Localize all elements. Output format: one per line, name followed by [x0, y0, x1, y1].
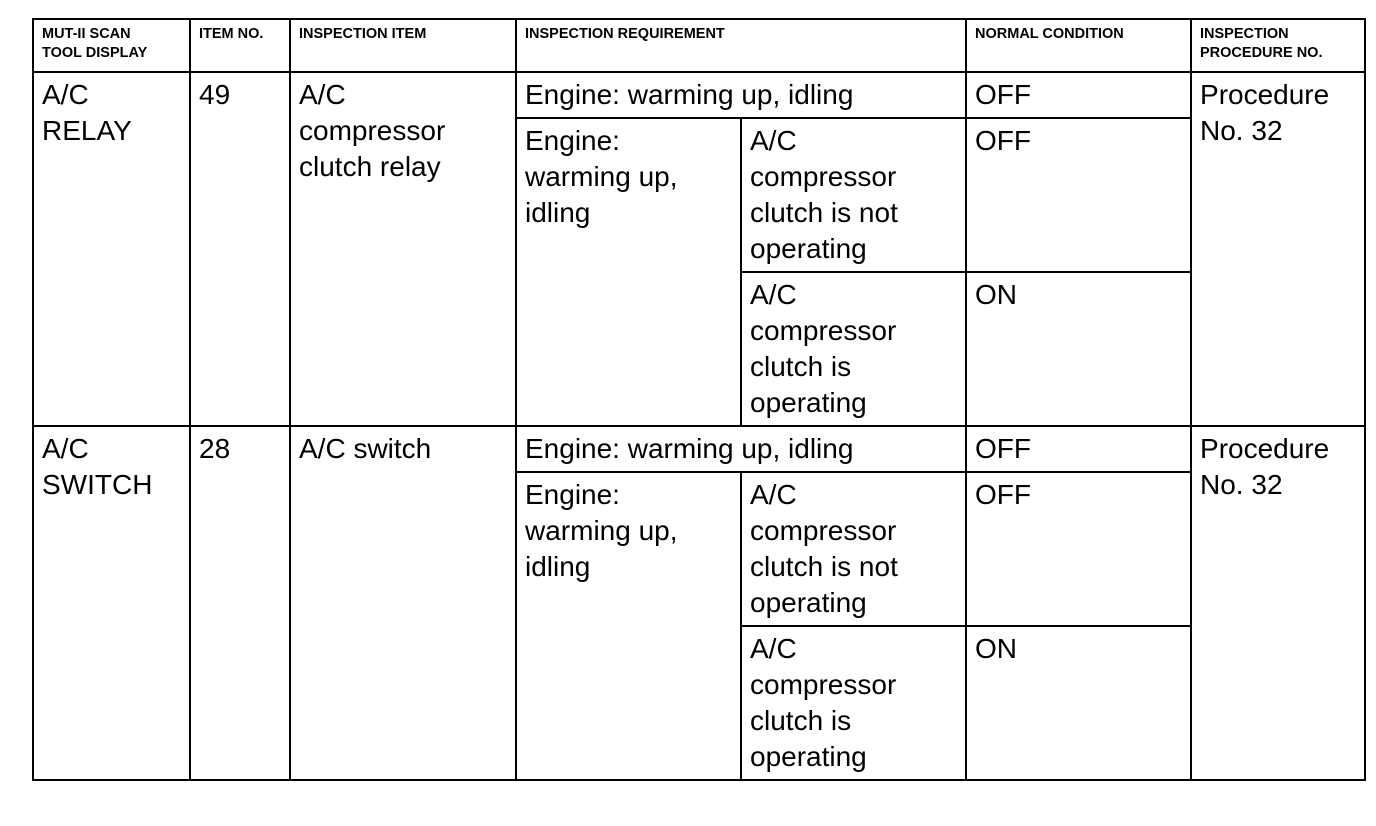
normal-condition-cell: OFF — [966, 426, 1191, 472]
normal-condition-cell: ON — [966, 626, 1191, 780]
normal-condition-cell: OFF — [966, 72, 1191, 118]
inspection-requirement-cell: Engine: warming up, idling — [516, 72, 966, 118]
item-no-cell: 49 — [190, 72, 290, 426]
table-row — [33, 426, 1365, 472]
normal-condition-cell: OFF — [966, 118, 1191, 272]
scan-tool-display-cell: A/C SWITCH — [33, 426, 190, 780]
header-normal-condition: NORMAL CONDITION — [966, 19, 1191, 72]
table-row — [33, 72, 1365, 118]
inspection-requirement-cell: Engine: warming up, idling — [516, 426, 966, 472]
scan-tool-display-cell: A/C RELAY — [33, 72, 190, 426]
procedure-no-cell: Procedure No. 32 — [1191, 426, 1365, 780]
requirement-engine-condition-cell: Engine: warming up, idling — [516, 472, 741, 780]
requirement-clutch-state-cell: A/C compressor clutch is operating — [741, 272, 966, 426]
inspection-table-sheet — [32, 18, 1364, 781]
inspection-item-cell: A/C switch — [290, 426, 516, 780]
header-scan-tool-display: MUT-II SCAN TOOL DISPLAY — [33, 19, 190, 72]
item-no-cell: 28 — [190, 426, 290, 780]
header-item-no: ITEM NO. — [190, 19, 290, 72]
header-row — [33, 19, 1365, 72]
inspection-item-cell: A/C compressor clutch relay — [290, 72, 516, 426]
procedure-no-cell: Procedure No. 32 — [1191, 72, 1365, 426]
normal-condition-cell: OFF — [966, 472, 1191, 626]
normal-condition-cell: ON — [966, 272, 1191, 426]
requirement-clutch-state-cell: A/C compressor clutch is operating — [741, 626, 966, 780]
header-inspection-requirement: INSPECTION REQUIREMENT — [516, 19, 966, 72]
requirement-clutch-state-cell: A/C compressor clutch is not operating — [741, 118, 966, 272]
requirement-engine-condition-cell: Engine: warming up, idling — [516, 118, 741, 426]
inspection-table — [32, 18, 1366, 781]
header-procedure-no: INSPECTION PROCEDURE NO. — [1191, 19, 1365, 72]
header-inspection-item: INSPECTION ITEM — [290, 19, 516, 72]
requirement-clutch-state-cell: A/C compressor clutch is not operating — [741, 472, 966, 626]
